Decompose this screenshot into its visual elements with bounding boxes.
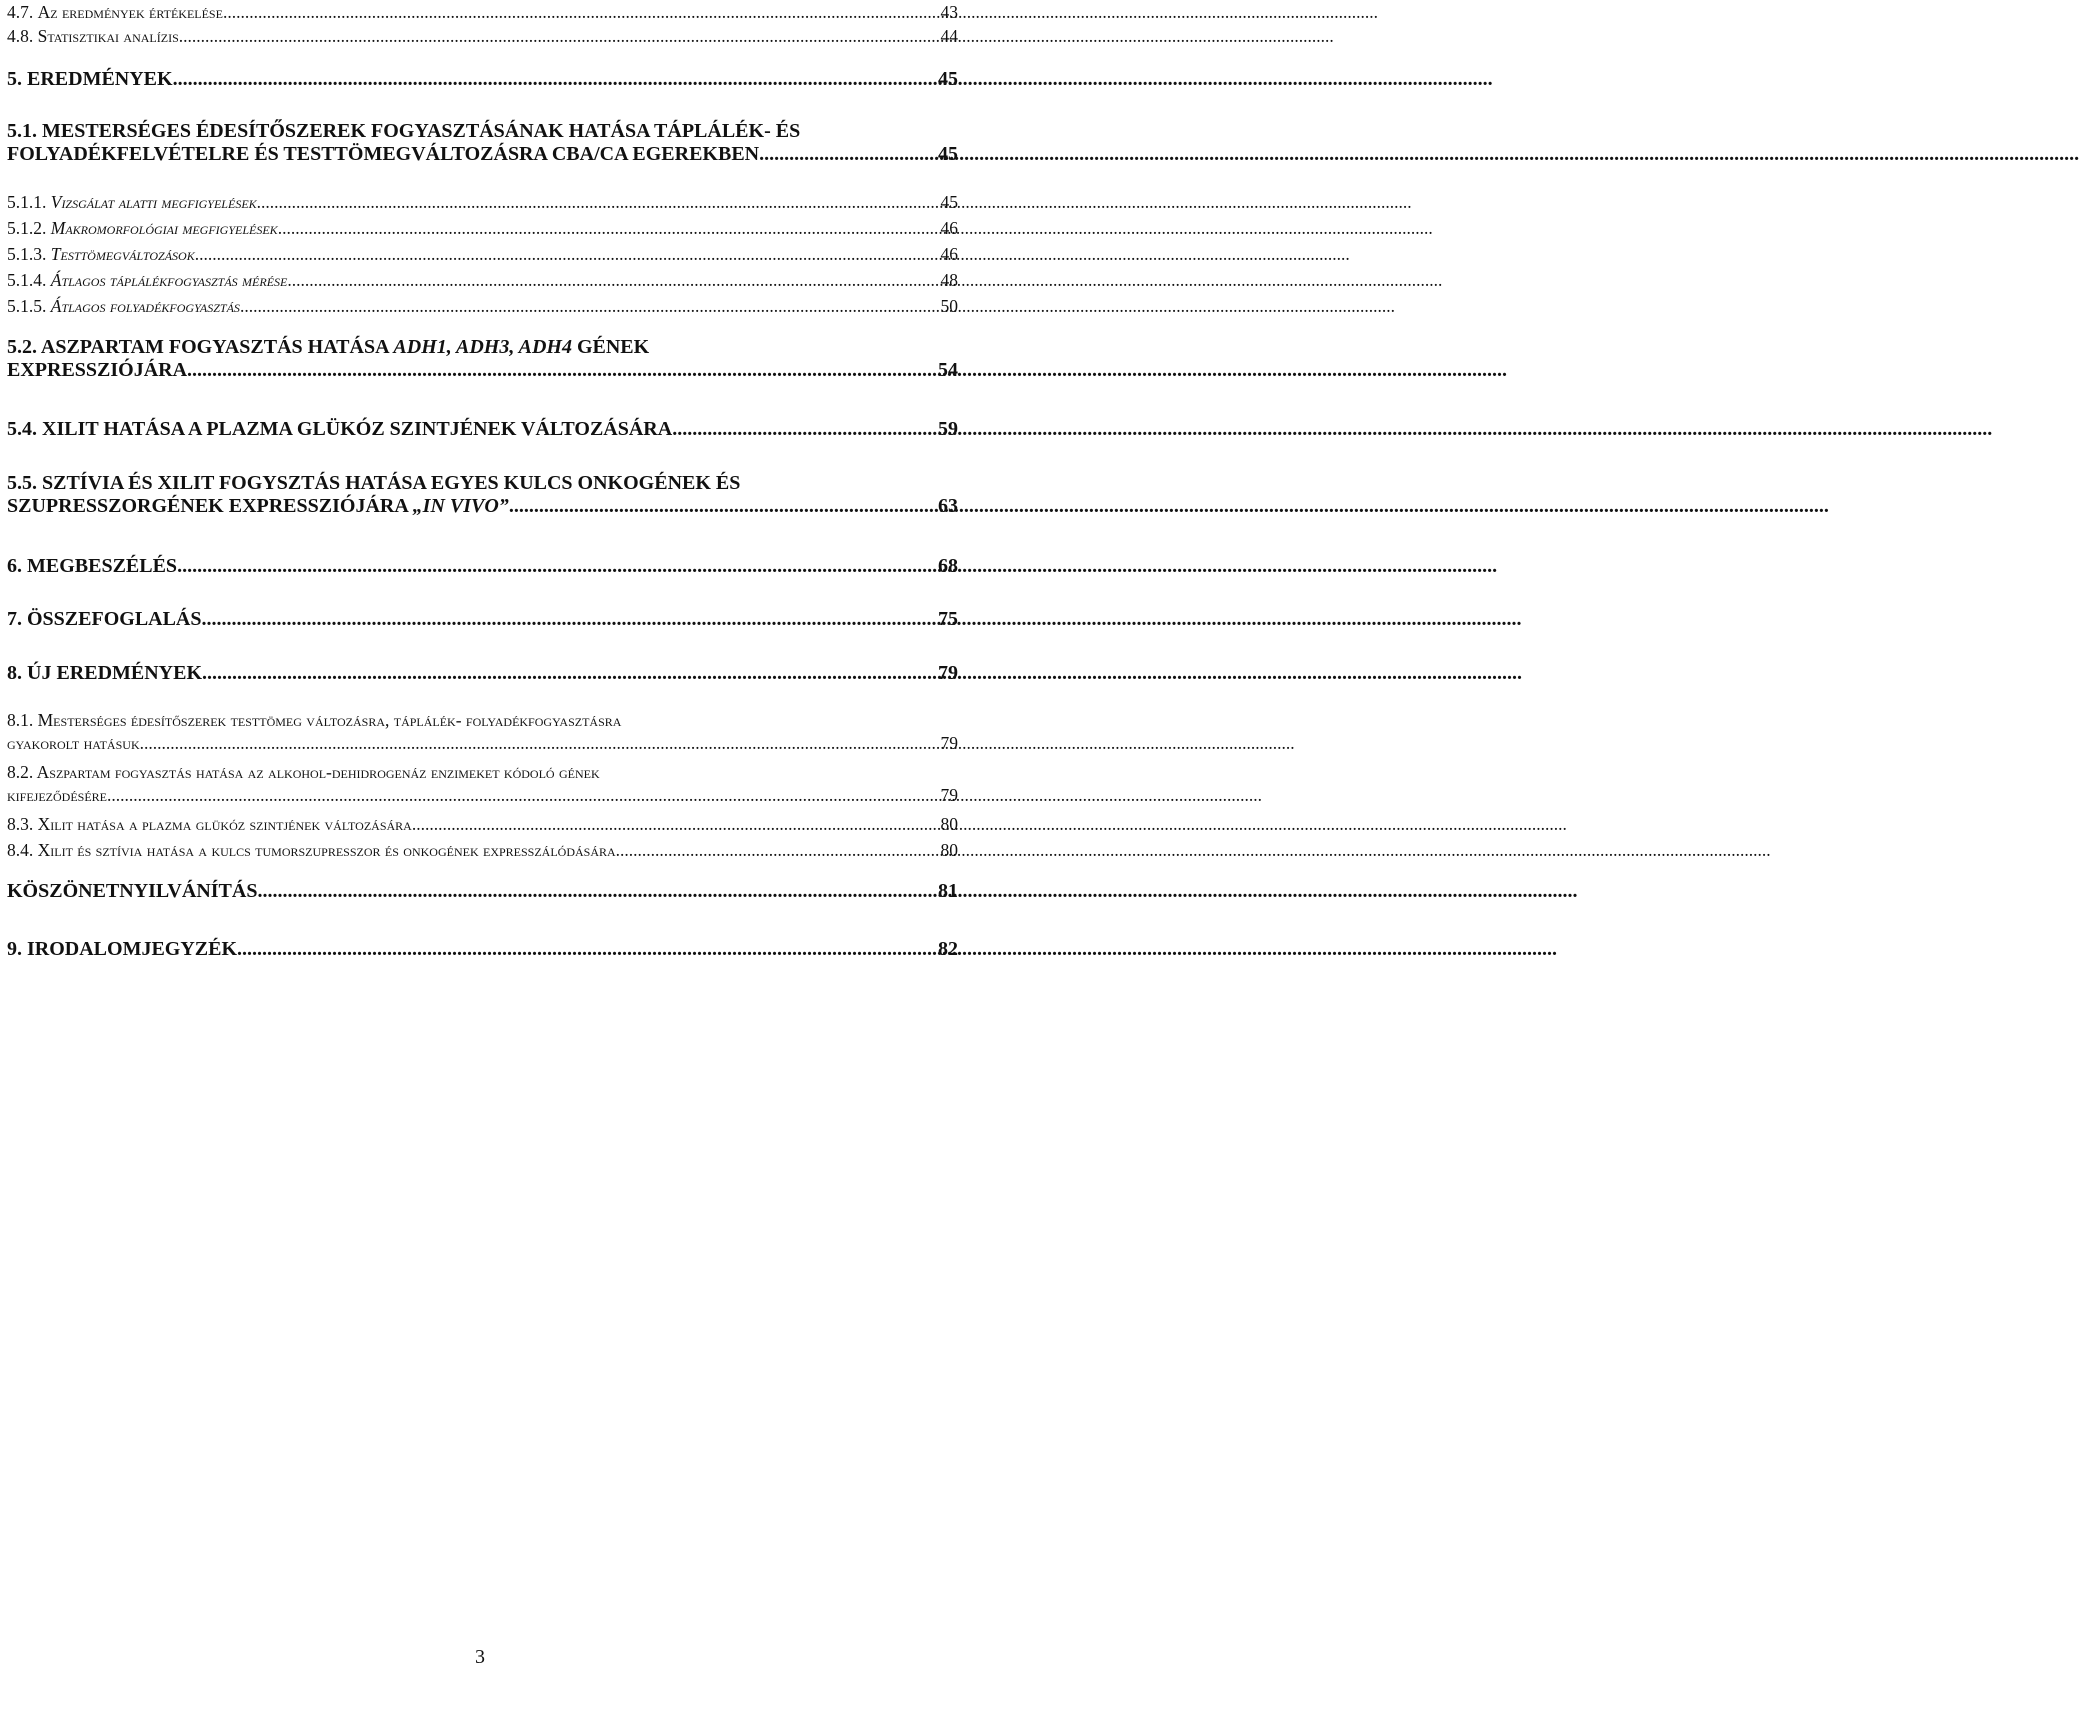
toc-entry-5-1-2[interactable] — [7, 218, 958, 238]
dot-leader — [179, 26, 937, 46]
toc-entry-title: Átlagos folyadékfogyasztás — [50, 296, 240, 316]
dot-leader — [257, 880, 934, 903]
toc-entry-title-line1: 8.1. Mesterséges édesítőszerek testtömeg változásra, táplálék- folyadékfogyasztásra — [7, 710, 622, 730]
toc-entry-5-5[interactable] — [7, 472, 958, 518]
toc-entry-4-7[interactable] — [7, 2, 958, 22]
toc-entry-title: 8.4. Xilit és sztívia hatása a kulcs tumorszupresszor és onkogének expresszálódására — [7, 840, 616, 860]
toc-entry-number: 5. — [7, 68, 22, 90]
toc-page-number: 75 — [938, 608, 958, 630]
dot-leader — [759, 143, 934, 166]
toc-entry-title-line2 — [7, 495, 509, 518]
dot-leader — [672, 418, 934, 441]
toc-entry-5-2[interactable] — [7, 336, 958, 382]
toc-page-number: 80 — [940, 814, 958, 834]
toc-entry-number: 5.1.5. — [7, 296, 47, 316]
dot-leader — [107, 785, 937, 805]
dot-leader — [202, 662, 934, 685]
toc-entry-title: Statisztikai analízis — [37, 26, 179, 46]
toc-page-number: 81 — [938, 880, 958, 902]
toc-entry-title: KÖSZÖNETNYILVÁNÍTÁS — [7, 880, 258, 902]
in-vivo-term: „IN VIVO” — [412, 495, 509, 517]
toc-entry-title-line1 — [7, 336, 958, 359]
toc-entry-title-part: 5.2. ASZPARTAM FOGYASZTÁS HATÁSA — [7, 336, 394, 358]
toc-entry-6[interactable] — [7, 555, 958, 578]
toc-entry-title-part: SZUPRESSZORGÉNEK EXPRESSZIÓJÁRA — [7, 495, 413, 517]
toc-entry-title-line1: 8.2. Aszpartam fogyasztás hatása az alkohol-dehidrogenáz enzimeket kódoló gének — [7, 762, 600, 782]
toc-entry-5-1-4[interactable] — [7, 270, 958, 290]
toc-entry-5-1-5[interactable] — [7, 296, 958, 316]
gene-names: ADH1, ADH3, ADH4 — [393, 336, 572, 358]
toc-entry-title: EREDMÉNYEK — [27, 68, 173, 90]
dot-leader — [173, 68, 934, 91]
toc-entry-5-1[interactable] — [7, 120, 958, 166]
dot-leader — [195, 244, 937, 264]
toc-entry-9[interactable] — [7, 938, 958, 961]
toc-entry-8-4[interactable] — [7, 840, 958, 860]
toc-entry-8-2[interactable] — [7, 762, 958, 805]
toc-entry-8[interactable] — [7, 662, 958, 685]
toc-page-number: 43 — [940, 2, 958, 22]
toc-entry-5[interactable] — [7, 68, 958, 91]
dot-leader — [177, 555, 934, 578]
dot-leader — [187, 359, 934, 382]
toc-entry-number: 5.1.2. — [7, 218, 47, 238]
toc-entry-number: 5.1.1. — [7, 192, 47, 212]
toc-entry-title: 7. ÖSSZEFOGLALÁS — [7, 608, 202, 630]
toc-page-number: 80 — [940, 840, 958, 860]
toc-page-number: 44 — [940, 26, 958, 46]
toc-entry-title: 6. MEGBESZÉLÉS — [7, 555, 178, 577]
toc-page-number: 63 — [938, 495, 958, 517]
toc-page-number: 68 — [938, 555, 958, 577]
toc-entry-8-1[interactable] — [7, 710, 958, 753]
toc-entry-number: 4.8. — [7, 26, 34, 46]
toc-entry-title: 8.3. Xilit hatása a plazma glükóz szintjének változására — [7, 814, 412, 834]
dot-leader — [509, 495, 934, 518]
dot-leader — [140, 733, 937, 753]
toc-page-number: 79 — [938, 662, 958, 684]
dot-leader — [223, 2, 937, 22]
toc-entry-5-4[interactable] — [7, 418, 958, 441]
toc-page-number: 46 — [940, 244, 958, 264]
toc-entry-title: 9. IRODALOMJEGYZÉK — [7, 938, 238, 960]
toc-entry-5-1-3[interactable] — [7, 244, 958, 264]
dot-leader — [287, 270, 936, 290]
toc-entry-title: Testtömegváltozások — [50, 244, 195, 264]
toc-entry-number: 5.1.4. — [7, 270, 47, 290]
dot-leader — [278, 218, 937, 238]
toc-entry-5-1-1[interactable] — [7, 192, 958, 212]
toc-entry-title-line1: 5.1. MESTERSÉGES ÉDESÍTŐSZEREK FOGYASZTÁSÁNAK HATÁSA TÁPLÁLÉK- ÉS — [7, 120, 801, 142]
toc-entry-title-line2: EXPRESSZIÓJÁRA — [7, 359, 188, 381]
toc-page-number: 54 — [938, 359, 958, 381]
toc-entry-acknowledgements[interactable] — [7, 880, 958, 903]
dot-leader — [237, 938, 934, 961]
toc-page-number: 79 — [940, 733, 958, 754]
dot-leader — [616, 840, 937, 860]
toc-entry-title: Vizsgálat alatti megfigyelések — [50, 192, 257, 212]
dot-leader — [412, 814, 937, 834]
toc-entry-title: 5.4. XILIT HATÁSA A PLAZMA GLÜKÓZ SZINTJÉNEK VÁLTOZÁSÁRA — [7, 418, 673, 440]
toc-entry-number: 4.7. — [7, 2, 34, 22]
toc-entry-8-3[interactable] — [7, 814, 958, 834]
toc-page-number: 50 — [940, 296, 958, 316]
dot-leader — [257, 192, 937, 212]
toc-entry-7[interactable] — [7, 608, 958, 631]
page-number: 3 — [475, 1646, 485, 1668]
toc-page-number: 48 — [940, 270, 958, 290]
toc-page-number: 45 — [940, 192, 958, 212]
toc-page-number: 46 — [940, 218, 958, 238]
toc-page-number: 82 — [938, 938, 958, 960]
toc-entry-title-line2: gyakorolt hatásuk — [7, 733, 140, 754]
table-of-contents — [0, 0, 960, 1714]
toc-entry-title: Az eredmények értékelése — [37, 2, 223, 22]
toc-entry-number: 5.1.3. — [7, 244, 47, 264]
toc-entry-title-line1: 5.5. SZTÍVIA ÉS XILIT FOGYSZTÁS HATÁSA EGYES KULCS ONKOGÉNEK ÉS — [7, 472, 741, 494]
toc-page-number: 59 — [938, 418, 958, 440]
toc-entry-title-line2: kifejeződésére — [7, 785, 107, 806]
toc-entry-title-line2: FOLYADÉKFELVÉTELRE ÉS TESTTÖMEGVÁLTOZÁSRA CBA/CA EGEREKBEN — [7, 143, 760, 165]
toc-page-number: 45 — [938, 143, 958, 165]
dot-leader — [202, 608, 934, 631]
toc-entry-title-part: GÉNEK — [571, 336, 650, 358]
toc-page-number: 45 — [938, 68, 958, 90]
toc-entry-title: 8. ÚJ EREDMÉNYEK — [7, 662, 203, 684]
toc-entry-title: Átlagos táplálékfogyasztás mérése — [50, 270, 288, 290]
toc-entry-title: Makromorfológiai megfigyelések — [50, 218, 278, 238]
toc-page-number: 79 — [940, 785, 958, 806]
dot-leader — [240, 296, 937, 316]
toc-entry-4-8[interactable] — [7, 26, 958, 46]
